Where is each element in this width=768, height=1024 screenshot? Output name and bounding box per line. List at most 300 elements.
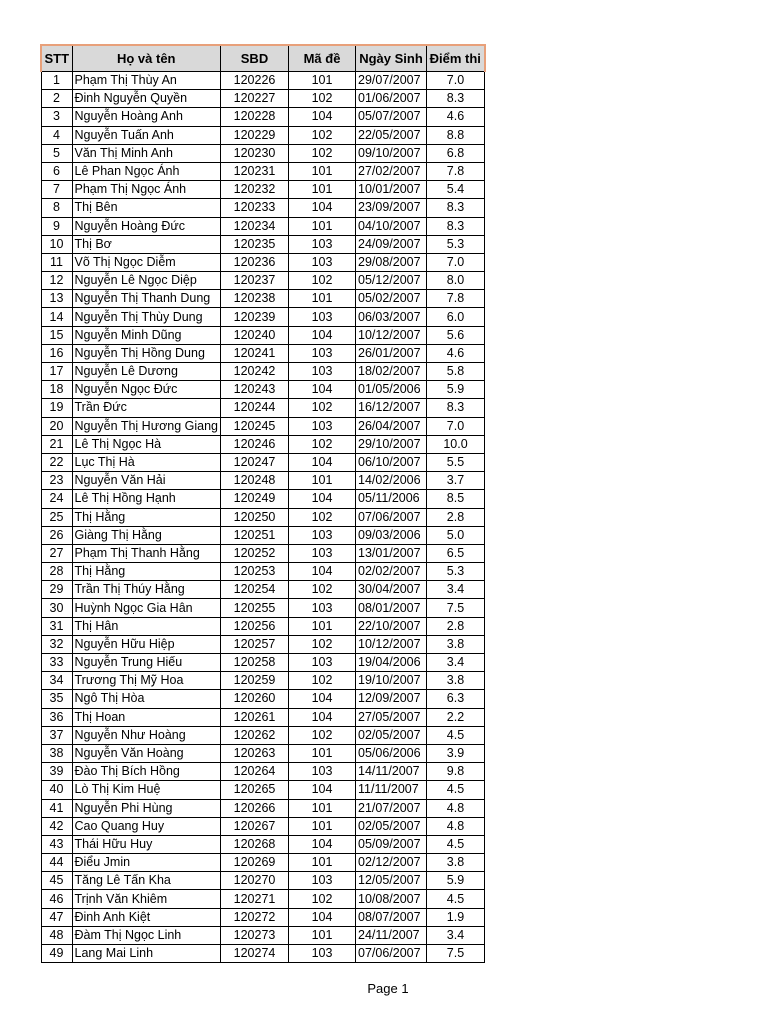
cell-ngay-sinh: 10/08/2007 — [356, 890, 427, 908]
cell-sbd: 120260 — [221, 690, 289, 708]
cell-ma-de: 103 — [289, 344, 356, 362]
cell-name: Thị Hân — [72, 617, 221, 635]
cell-diem-thi: 5.0 — [427, 526, 485, 544]
cell-ma-de: 104 — [289, 326, 356, 344]
cell-ngay-sinh: 07/06/2007 — [356, 508, 427, 526]
header-row — [41, 45, 485, 72]
cell-stt: 5 — [41, 144, 72, 162]
cell-ma-de: 103 — [289, 763, 356, 781]
cell-stt: 40 — [41, 781, 72, 799]
cell-sbd: 120256 — [221, 617, 289, 635]
cell-diem-thi: 5.3 — [427, 563, 485, 581]
cell-stt: 7 — [41, 181, 72, 199]
cell-diem-thi: 1.9 — [427, 908, 485, 926]
cell-ma-de: 103 — [289, 235, 356, 253]
cell-diem-thi: 2.2 — [427, 708, 485, 726]
cell-ngay-sinh: 01/06/2007 — [356, 90, 427, 108]
cell-sbd: 120261 — [221, 708, 289, 726]
cell-diem-thi: 4.6 — [427, 344, 485, 362]
cell-stt: 27 — [41, 544, 72, 562]
cell-name: Nguyễn Hữu Hiệp — [72, 635, 221, 653]
cell-ngay-sinh: 29/08/2007 — [356, 253, 427, 271]
table-row — [41, 890, 485, 908]
cell-sbd: 120274 — [221, 945, 289, 963]
cell-ngay-sinh: 01/05/2006 — [356, 381, 427, 399]
cell-sbd: 120270 — [221, 872, 289, 890]
cell-sbd: 120273 — [221, 926, 289, 944]
page-number: Page 1 — [367, 981, 409, 996]
cell-ngay-sinh: 08/01/2007 — [356, 599, 427, 617]
cell-diem-thi: 4.5 — [427, 890, 485, 908]
cell-ngay-sinh: 07/06/2007 — [356, 945, 427, 963]
cell-sbd: 120239 — [221, 308, 289, 326]
cell-name: Đào Thị Bích Hồng — [72, 763, 221, 781]
table-row — [41, 399, 485, 417]
cell-stt: 8 — [41, 199, 72, 217]
cell-diem-thi: 3.8 — [427, 854, 485, 872]
header-ma-de: Mã đề — [289, 45, 356, 72]
cell-diem-thi: 6.8 — [427, 144, 485, 162]
cell-sbd: 120252 — [221, 544, 289, 562]
cell-stt: 35 — [41, 690, 72, 708]
cell-diem-thi: 8.8 — [427, 126, 485, 144]
cell-diem-thi: 5.3 — [427, 235, 485, 253]
cell-name: Trần Đức — [72, 399, 221, 417]
cell-name: Nguyễn Minh Dũng — [72, 326, 221, 344]
table-row — [41, 217, 485, 235]
cell-stt: 36 — [41, 708, 72, 726]
table-row — [41, 308, 485, 326]
cell-sbd: 120244 — [221, 399, 289, 417]
cell-ma-de: 101 — [289, 817, 356, 835]
cell-ngay-sinh: 06/03/2007 — [356, 308, 427, 326]
cell-diem-thi: 4.8 — [427, 799, 485, 817]
cell-sbd: 120240 — [221, 326, 289, 344]
table-row — [41, 781, 485, 799]
cell-diem-thi: 4.5 — [427, 835, 485, 853]
cell-diem-thi: 3.4 — [427, 926, 485, 944]
cell-ngay-sinh: 14/02/2006 — [356, 472, 427, 490]
cell-ma-de: 102 — [289, 635, 356, 653]
cell-ngay-sinh: 04/10/2007 — [356, 217, 427, 235]
cell-diem-thi: 5.8 — [427, 363, 485, 381]
cell-stt: 18 — [41, 381, 72, 399]
cell-ma-de: 103 — [289, 363, 356, 381]
cell-ma-de: 102 — [289, 144, 356, 162]
cell-name: Nguyễn Trung Hiếu — [72, 654, 221, 672]
cell-stt: 14 — [41, 308, 72, 326]
cell-ma-de: 101 — [289, 72, 356, 90]
cell-stt: 4 — [41, 126, 72, 144]
cell-ma-de: 102 — [289, 399, 356, 417]
cell-name: Nguyễn Thị Hương Giang — [72, 417, 221, 435]
cell-sbd: 120258 — [221, 654, 289, 672]
table-row — [41, 126, 485, 144]
page-footer — [0, 981, 768, 996]
table-row — [41, 908, 485, 926]
cell-name: Trần Thị Thúy Hằng — [72, 581, 221, 599]
cell-stt: 43 — [41, 835, 72, 853]
cell-stt: 37 — [41, 726, 72, 744]
cell-ngay-sinh: 05/12/2007 — [356, 272, 427, 290]
cell-diem-thi: 8.3 — [427, 399, 485, 417]
table-row — [41, 672, 485, 690]
cell-diem-thi: 7.0 — [427, 72, 485, 90]
cell-diem-thi: 4.6 — [427, 108, 485, 126]
table-row — [41, 799, 485, 817]
cell-name: Nguyễn Lê Ngọc Diệp — [72, 272, 221, 290]
cell-ma-de: 103 — [289, 308, 356, 326]
cell-sbd: 120232 — [221, 181, 289, 199]
cell-stt: 34 — [41, 672, 72, 690]
cell-sbd: 120253 — [221, 563, 289, 581]
cell-ma-de: 101 — [289, 799, 356, 817]
cell-ngay-sinh: 08/07/2007 — [356, 908, 427, 926]
cell-stt: 42 — [41, 817, 72, 835]
cell-name: Lê Phan Ngọc Ánh — [72, 162, 221, 180]
cell-stt: 12 — [41, 272, 72, 290]
table-row — [41, 617, 485, 635]
cell-ngay-sinh: 05/06/2006 — [356, 744, 427, 762]
cell-ma-de: 103 — [289, 417, 356, 435]
table-row — [41, 108, 485, 126]
cell-ngay-sinh: 26/04/2007 — [356, 417, 427, 435]
cell-name: Nguyễn Hoàng Đức — [72, 217, 221, 235]
cell-name: Thị Bên — [72, 199, 221, 217]
cell-stt: 47 — [41, 908, 72, 926]
cell-ma-de: 101 — [289, 617, 356, 635]
cell-sbd: 120248 — [221, 472, 289, 490]
cell-ma-de: 103 — [289, 945, 356, 963]
cell-sbd: 120233 — [221, 199, 289, 217]
table-row — [41, 708, 485, 726]
cell-sbd: 120259 — [221, 672, 289, 690]
cell-name: Lê Thị Ngọc Hà — [72, 435, 221, 453]
cell-sbd: 120229 — [221, 126, 289, 144]
cell-sbd: 120250 — [221, 508, 289, 526]
cell-name: Nguyễn Tuấn Anh — [72, 126, 221, 144]
cell-sbd: 120257 — [221, 635, 289, 653]
table-row — [41, 854, 485, 872]
cell-ngay-sinh: 30/04/2007 — [356, 581, 427, 599]
header-ngay-sinh: Ngày Sinh — [356, 45, 427, 72]
cell-diem-thi: 8.3 — [427, 217, 485, 235]
table-row — [41, 763, 485, 781]
cell-ngay-sinh: 27/02/2007 — [356, 162, 427, 180]
table-row — [41, 199, 485, 217]
cell-ma-de: 104 — [289, 453, 356, 471]
cell-ma-de: 104 — [289, 690, 356, 708]
cell-name: Nguyễn Phi Hùng — [72, 799, 221, 817]
table-row — [41, 344, 485, 362]
cell-sbd: 120242 — [221, 363, 289, 381]
cell-sbd: 120262 — [221, 726, 289, 744]
cell-stt: 48 — [41, 926, 72, 944]
cell-ma-de: 102 — [289, 126, 356, 144]
table-row — [41, 581, 485, 599]
table-row — [41, 381, 485, 399]
cell-name: Nguyễn Ngọc Đức — [72, 381, 221, 399]
cell-stt: 21 — [41, 435, 72, 453]
cell-ma-de: 102 — [289, 508, 356, 526]
cell-name: Võ Thị Ngọc Diễm — [72, 253, 221, 271]
cell-stt: 11 — [41, 253, 72, 271]
cell-diem-thi: 7.0 — [427, 253, 485, 271]
cell-stt: 15 — [41, 326, 72, 344]
cell-name: Tăng Lê Tấn Kha — [72, 872, 221, 890]
cell-name: Phạm Thị Ngọc Ánh — [72, 181, 221, 199]
table-row — [41, 253, 485, 271]
cell-name: Thái Hữu Huy — [72, 835, 221, 853]
table-row — [41, 472, 485, 490]
cell-ma-de: 102 — [289, 726, 356, 744]
cell-diem-thi: 4.5 — [427, 781, 485, 799]
cell-diem-thi: 7.8 — [427, 162, 485, 180]
cell-name: Phạm Thị Thùy An — [72, 72, 221, 90]
cell-ngay-sinh: 10/12/2007 — [356, 326, 427, 344]
cell-name: Nguyễn Như Hoàng — [72, 726, 221, 744]
cell-ngay-sinh: 05/02/2007 — [356, 290, 427, 308]
cell-ngay-sinh: 24/09/2007 — [356, 235, 427, 253]
cell-stt: 49 — [41, 945, 72, 963]
cell-ngay-sinh: 19/04/2006 — [356, 654, 427, 672]
cell-name: Nguyễn Thị Thanh Dung — [72, 290, 221, 308]
cell-stt: 29 — [41, 581, 72, 599]
cell-ma-de: 102 — [289, 435, 356, 453]
cell-stt: 38 — [41, 744, 72, 762]
table-row — [41, 235, 485, 253]
cell-ngay-sinh: 02/02/2007 — [356, 563, 427, 581]
table-row — [41, 326, 485, 344]
cell-stt: 26 — [41, 526, 72, 544]
cell-name: Nguyễn Thị Hồng Dung — [72, 344, 221, 362]
cell-diem-thi: 7.8 — [427, 290, 485, 308]
cell-stt: 45 — [41, 872, 72, 890]
cell-sbd: 120265 — [221, 781, 289, 799]
cell-diem-thi: 10.0 — [427, 435, 485, 453]
table-row — [41, 835, 485, 853]
cell-name: Điểu Jmin — [72, 854, 221, 872]
cell-ma-de: 101 — [289, 926, 356, 944]
table-row — [41, 544, 485, 562]
cell-diem-thi: 3.4 — [427, 654, 485, 672]
header-diem-thi: Điểm thi — [427, 45, 485, 72]
cell-ngay-sinh: 13/01/2007 — [356, 544, 427, 562]
header-name: Họ và tên — [72, 45, 221, 72]
table-row — [41, 526, 485, 544]
cell-name: Nguyễn Văn Hoàng — [72, 744, 221, 762]
cell-stt: 22 — [41, 453, 72, 471]
cell-ngay-sinh: 10/01/2007 — [356, 181, 427, 199]
cell-diem-thi: 3.8 — [427, 672, 485, 690]
cell-ma-de: 104 — [289, 708, 356, 726]
cell-ma-de: 103 — [289, 526, 356, 544]
cell-sbd: 120249 — [221, 490, 289, 508]
cell-diem-thi: 3.8 — [427, 635, 485, 653]
cell-ngay-sinh: 06/10/2007 — [356, 453, 427, 471]
cell-sbd: 120263 — [221, 744, 289, 762]
table-row — [41, 872, 485, 890]
cell-sbd: 120238 — [221, 290, 289, 308]
cell-sbd: 120230 — [221, 144, 289, 162]
cell-stt: 19 — [41, 399, 72, 417]
table-body — [41, 72, 485, 963]
table-row — [41, 508, 485, 526]
cell-name: Lê Thị Hồng Hạnh — [72, 490, 221, 508]
table-row — [41, 272, 485, 290]
table-row — [41, 144, 485, 162]
cell-name: Giàng Thị Hằng — [72, 526, 221, 544]
cell-stt: 24 — [41, 490, 72, 508]
cell-stt: 9 — [41, 217, 72, 235]
cell-stt: 17 — [41, 363, 72, 381]
cell-name: Nguyễn Hoàng Anh — [72, 108, 221, 126]
cell-diem-thi: 4.5 — [427, 726, 485, 744]
cell-ngay-sinh: 10/12/2007 — [356, 635, 427, 653]
cell-diem-thi: 5.4 — [427, 181, 485, 199]
cell-stt: 31 — [41, 617, 72, 635]
cell-ma-de: 104 — [289, 563, 356, 581]
cell-sbd: 120226 — [221, 72, 289, 90]
table-row — [41, 817, 485, 835]
table-row — [41, 563, 485, 581]
cell-ngay-sinh: 23/09/2007 — [356, 199, 427, 217]
cell-ngay-sinh: 21/07/2007 — [356, 799, 427, 817]
table-row — [41, 690, 485, 708]
cell-stt: 6 — [41, 162, 72, 180]
cell-ma-de: 101 — [289, 744, 356, 762]
cell-ngay-sinh: 12/09/2007 — [356, 690, 427, 708]
cell-ma-de: 104 — [289, 381, 356, 399]
cell-diem-thi: 7.0 — [427, 417, 485, 435]
cell-diem-thi: 6.0 — [427, 308, 485, 326]
cell-ngay-sinh: 05/11/2006 — [356, 490, 427, 508]
cell-ma-de: 102 — [289, 672, 356, 690]
cell-diem-thi: 6.3 — [427, 690, 485, 708]
cell-name: Huỳnh Ngọc Gia Hân — [72, 599, 221, 617]
cell-diem-thi: 3.9 — [427, 744, 485, 762]
cell-stt: 10 — [41, 235, 72, 253]
cell-sbd: 120266 — [221, 799, 289, 817]
cell-stt: 16 — [41, 344, 72, 362]
header-sbd: SBD — [221, 45, 289, 72]
cell-sbd: 120243 — [221, 381, 289, 399]
cell-name: Thị Hoan — [72, 708, 221, 726]
cell-diem-thi: 3.7 — [427, 472, 485, 490]
cell-ma-de: 103 — [289, 654, 356, 672]
table-row — [41, 654, 485, 672]
cell-name: Thị Bơ — [72, 235, 221, 253]
cell-name: Cao Quang Huy — [72, 817, 221, 835]
cell-ngay-sinh: 12/05/2007 — [356, 872, 427, 890]
cell-ngay-sinh: 02/12/2007 — [356, 854, 427, 872]
cell-name: Trịnh Văn Khiêm — [72, 890, 221, 908]
cell-stt: 32 — [41, 635, 72, 653]
cell-name: Nguyễn Thị Thùy Dung — [72, 308, 221, 326]
cell-name: Đinh Nguyễn Quyền — [72, 90, 221, 108]
student-score-table — [40, 44, 486, 963]
cell-sbd: 120241 — [221, 344, 289, 362]
table-row — [41, 417, 485, 435]
cell-sbd: 120264 — [221, 763, 289, 781]
cell-diem-thi: 8.5 — [427, 490, 485, 508]
cell-ngay-sinh: 19/10/2007 — [356, 672, 427, 690]
cell-ngay-sinh: 16/12/2007 — [356, 399, 427, 417]
cell-ma-de: 102 — [289, 581, 356, 599]
table-row — [41, 926, 485, 944]
cell-sbd: 120245 — [221, 417, 289, 435]
cell-stt: 1 — [41, 72, 72, 90]
cell-ngay-sinh: 24/11/2007 — [356, 926, 427, 944]
cell-ma-de: 103 — [289, 253, 356, 271]
cell-sbd: 120269 — [221, 854, 289, 872]
cell-ngay-sinh: 26/01/2007 — [356, 344, 427, 362]
cell-name: Phạm Thị Thanh Hằng — [72, 544, 221, 562]
cell-diem-thi: 6.5 — [427, 544, 485, 562]
cell-ngay-sinh: 29/10/2007 — [356, 435, 427, 453]
cell-ma-de: 102 — [289, 890, 356, 908]
cell-sbd: 120237 — [221, 272, 289, 290]
cell-ma-de: 101 — [289, 217, 356, 235]
cell-sbd: 120247 — [221, 453, 289, 471]
cell-diem-thi: 2.8 — [427, 617, 485, 635]
cell-diem-thi: 7.5 — [427, 599, 485, 617]
table-row — [41, 490, 485, 508]
cell-name: Thị Hằng — [72, 508, 221, 526]
cell-sbd: 120246 — [221, 435, 289, 453]
cell-ma-de: 103 — [289, 544, 356, 562]
cell-diem-thi: 5.6 — [427, 326, 485, 344]
cell-stt: 13 — [41, 290, 72, 308]
cell-ma-de: 102 — [289, 90, 356, 108]
cell-diem-thi: 8.3 — [427, 199, 485, 217]
table-row — [41, 181, 485, 199]
cell-ma-de: 101 — [289, 472, 356, 490]
cell-diem-thi: 5.9 — [427, 381, 485, 399]
table-row — [41, 945, 485, 963]
table-row — [41, 726, 485, 744]
cell-ma-de: 104 — [289, 108, 356, 126]
cell-diem-thi: 8.0 — [427, 272, 485, 290]
table-row — [41, 744, 485, 762]
cell-ma-de: 104 — [289, 199, 356, 217]
cell-ngay-sinh: 02/05/2007 — [356, 817, 427, 835]
cell-ma-de: 103 — [289, 599, 356, 617]
cell-stt: 2 — [41, 90, 72, 108]
cell-ngay-sinh: 29/07/2007 — [356, 72, 427, 90]
cell-ma-de: 104 — [289, 490, 356, 508]
table-row — [41, 599, 485, 617]
cell-ngay-sinh: 09/03/2006 — [356, 526, 427, 544]
cell-ngay-sinh: 05/07/2007 — [356, 108, 427, 126]
table-row — [41, 453, 485, 471]
cell-stt: 46 — [41, 890, 72, 908]
header-stt: STT — [41, 45, 72, 72]
cell-name: Lục Thị Hà — [72, 453, 221, 471]
cell-name: Nguyễn Lê Dương — [72, 363, 221, 381]
cell-stt: 23 — [41, 472, 72, 490]
cell-stt: 28 — [41, 563, 72, 581]
cell-ma-de: 103 — [289, 872, 356, 890]
cell-ma-de: 104 — [289, 835, 356, 853]
cell-ngay-sinh: 22/10/2007 — [356, 617, 427, 635]
cell-ngay-sinh: 27/05/2007 — [356, 708, 427, 726]
cell-sbd: 120236 — [221, 253, 289, 271]
cell-name: Ngô Thị Hòa — [72, 690, 221, 708]
table-row — [41, 290, 485, 308]
cell-name: Nguyễn Văn Hải — [72, 472, 221, 490]
cell-diem-thi: 3.4 — [427, 581, 485, 599]
